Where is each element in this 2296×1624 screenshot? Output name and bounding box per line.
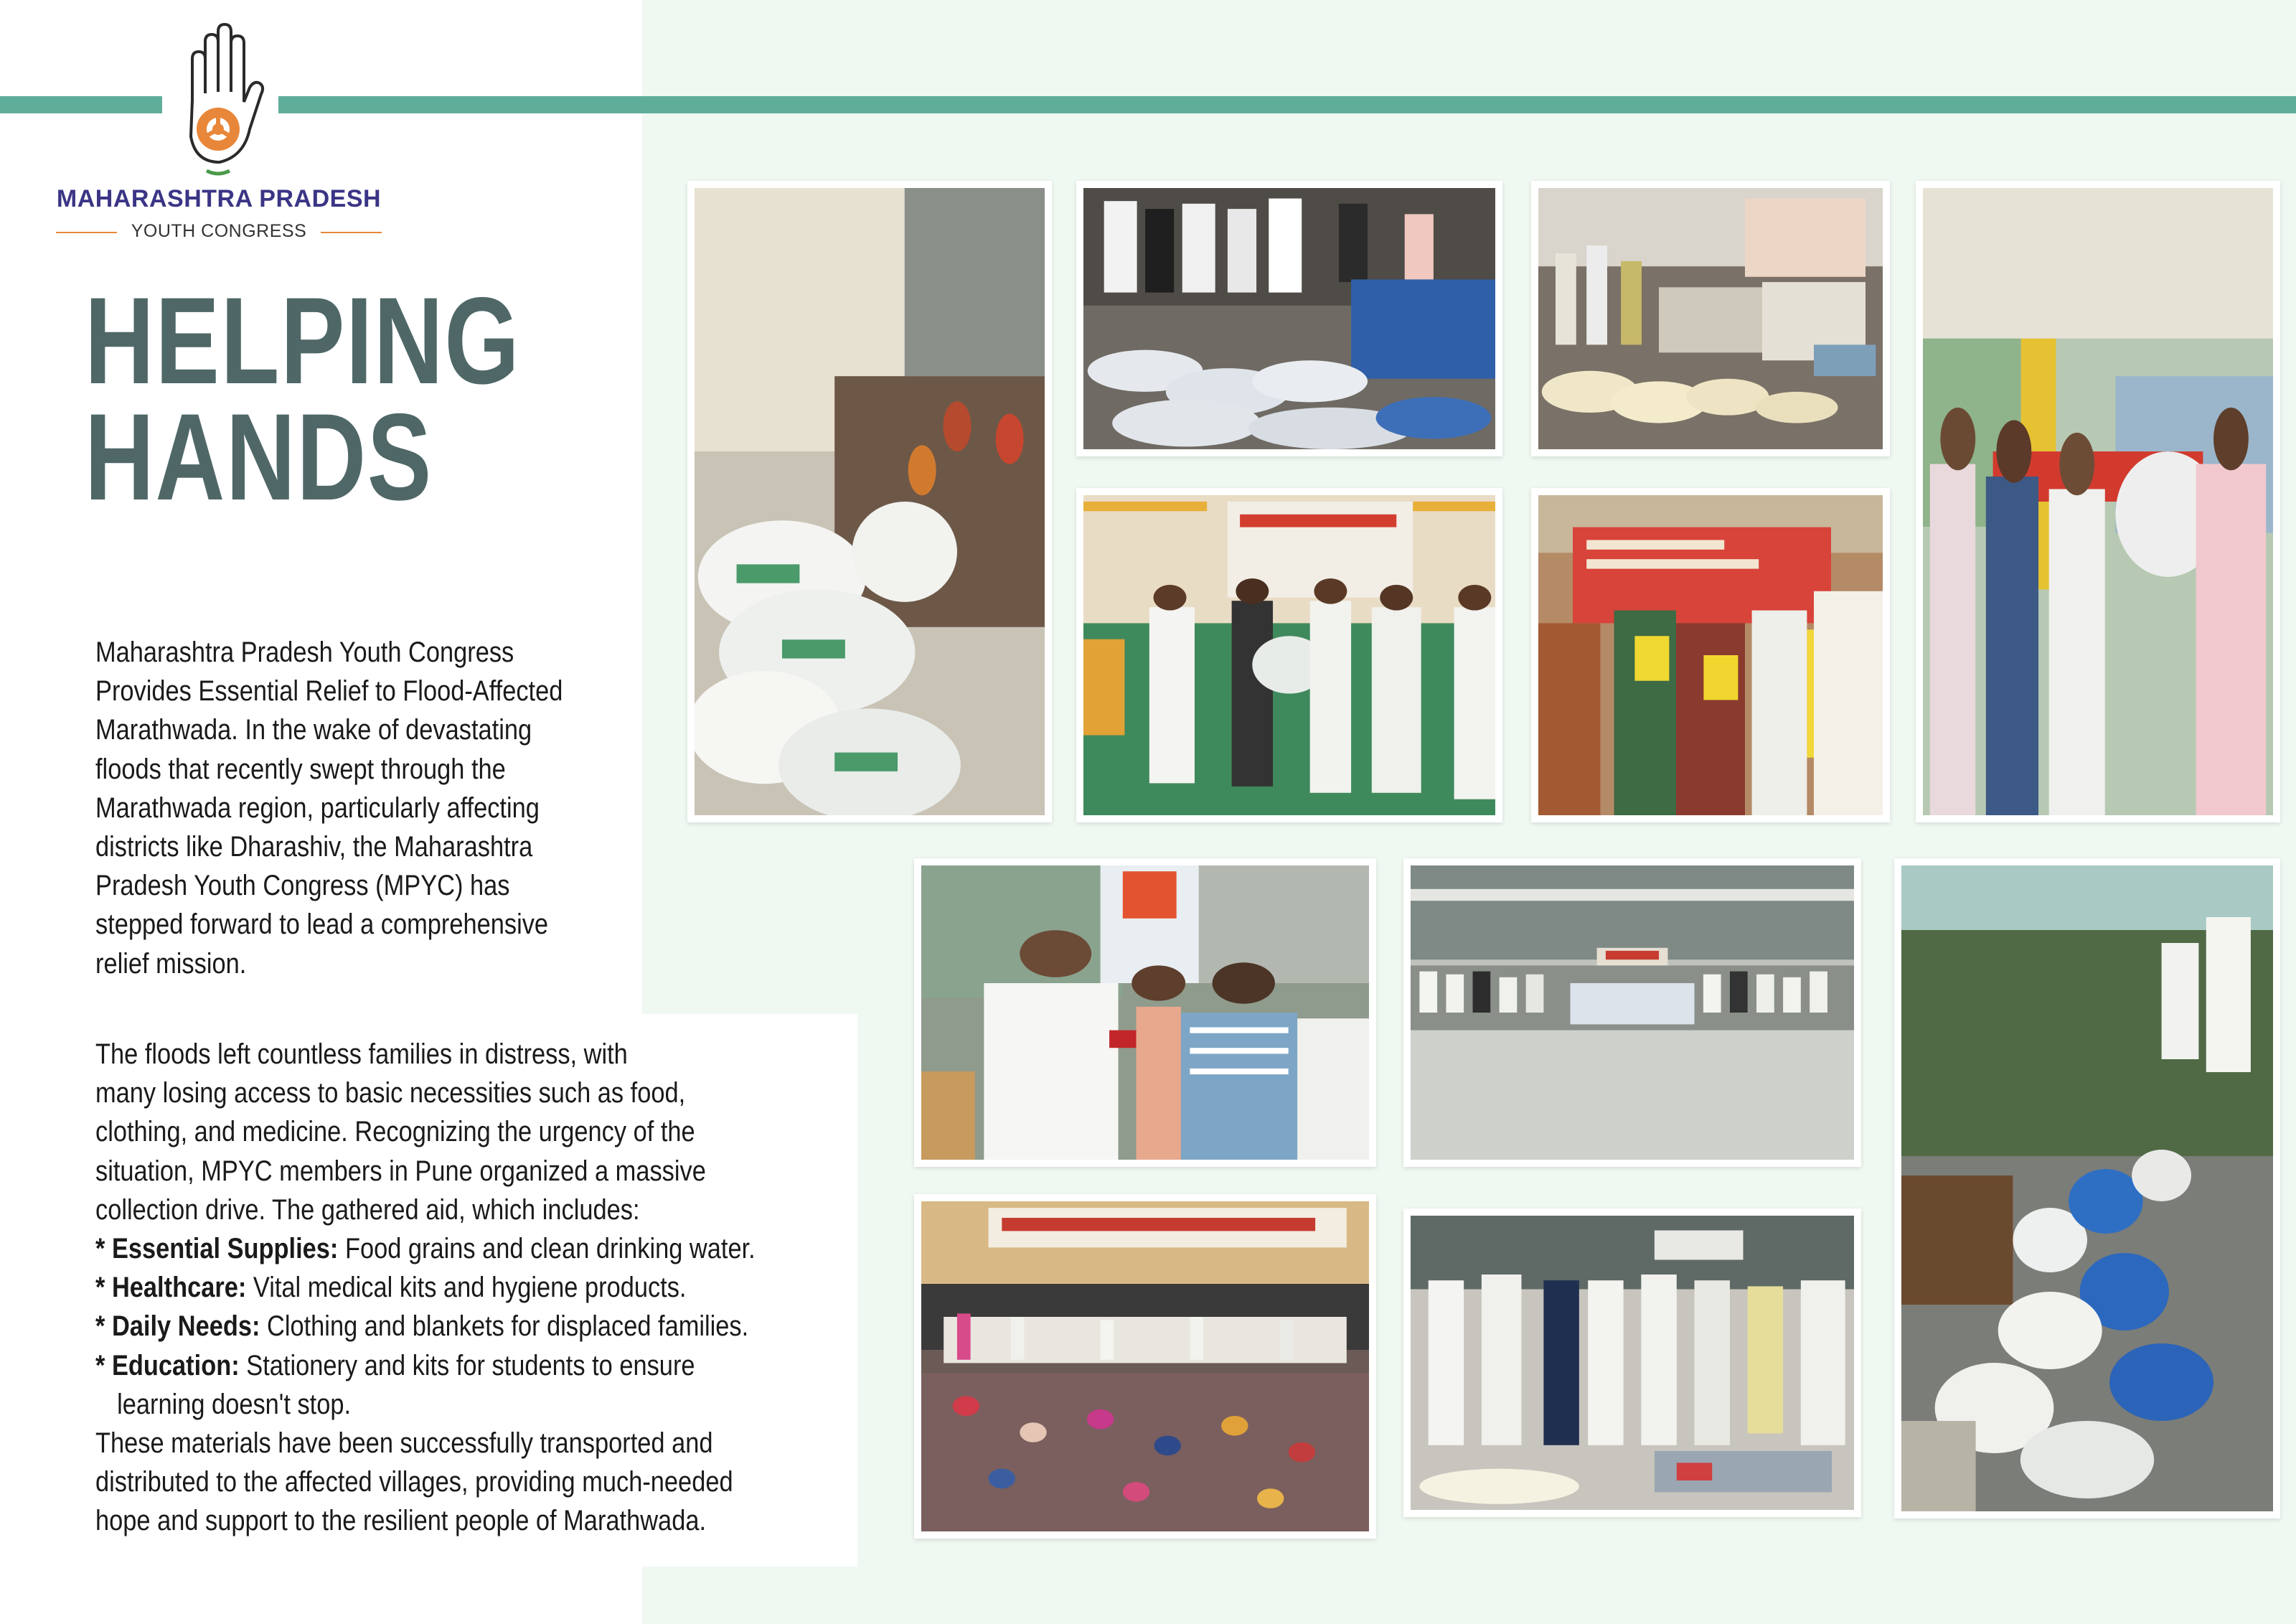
details-line: The floods left countless families in distress, with	[95, 1038, 628, 1070]
photo-relief-kits-crowd	[1076, 181, 1502, 456]
intro-paragraph	[95, 633, 570, 983]
photo-roadside-distribution	[1894, 858, 2280, 1519]
photo-banner-handover	[1076, 488, 1502, 822]
intro-line: relief mission.	[95, 947, 247, 980]
intro-line: Maharashtra Pradesh Youth Congress	[95, 637, 514, 668]
aid-bullet	[95, 1346, 759, 1385]
aid-bullet	[95, 1307, 759, 1346]
title-line-2: HANDS	[85, 388, 433, 526]
details-line: many losing access to basic necessities such as food,	[95, 1077, 686, 1109]
photo-grain-sacks	[687, 181, 1052, 822]
bullet-label: Essential Supplies:	[111, 1233, 339, 1265]
bullet-continuation: learning doesn't stop.	[117, 1388, 352, 1420]
photo-supplies-stall	[1531, 181, 1890, 456]
photo-handing-sack-outdoor	[1916, 181, 2280, 822]
congress-hand-logo	[165, 22, 273, 179]
bullet-star: *	[95, 1310, 112, 1343]
intro-line: floods that recently swept through the	[95, 753, 506, 785]
intro-line: Marathwada region, particularly affecting	[95, 792, 540, 824]
bullet-label: Education:	[111, 1349, 240, 1381]
bullet-star: *	[95, 1272, 112, 1304]
intro-line: Provides Essential Relief to Flood-Affected	[95, 675, 563, 708]
details-line: collection drive. The gathered aid, which includes:	[95, 1193, 640, 1226]
photo-media-interview	[914, 858, 1376, 1167]
bullet-label: Healthcare:	[111, 1272, 247, 1304]
photo-women-receiving-bags	[1531, 488, 1890, 822]
aid-bullet	[95, 1268, 759, 1307]
intro-line: Pradesh Youth Congress (MPYC) has	[95, 870, 510, 902]
title-line-1: HELPING	[85, 272, 521, 410]
org-subtitle: YOUTH CONGRESS	[131, 221, 307, 241]
bullet-label: Daily Needs:	[111, 1310, 260, 1343]
page-title	[85, 272, 521, 526]
bullet-star: *	[95, 1233, 112, 1265]
bullet-star: *	[95, 1349, 112, 1381]
bullet-text: Food grains and clean drinking water.	[338, 1233, 756, 1265]
closing-line: distributed to the affected villages, providing much-needed	[95, 1466, 733, 1498]
bullet-text: Stationery and kits for students to ensure	[239, 1349, 695, 1381]
header-rule-left	[0, 96, 162, 113]
intro-line: districts like Dharashiv, the Maharashtra	[95, 831, 533, 863]
intro-line: stepped forward to lead a comprehensive	[95, 909, 549, 941]
bullet-text: Vital medical kits and hygiene products.	[246, 1272, 687, 1304]
intro-line: Marathwada. In the wake of devastating	[95, 714, 532, 746]
photo-team-with-supplies	[1403, 1208, 1861, 1517]
details-paragraph	[95, 1035, 759, 1541]
photo-hall-distribution	[1403, 858, 1861, 1167]
details-line: clothing, and medicine. Recognizing the urgency of the	[95, 1116, 695, 1148]
bullet-text: Clothing and blankets for displaced families.	[260, 1310, 749, 1343]
header-rule-right	[278, 96, 2296, 113]
closing-line: hope and support to the resilient people of Marathwada.	[95, 1505, 707, 1537]
photo-college-gathering	[914, 1194, 1376, 1539]
org-subtitle-block	[56, 221, 382, 243]
org-name: MAHARASHTRA PRADESH	[56, 185, 382, 212]
divider-line	[321, 232, 382, 233]
aid-bullet	[95, 1229, 759, 1268]
details-line: situation, MPYC members in Pune organized a massive	[95, 1155, 706, 1187]
closing-line: These materials have been successfully transported and	[95, 1427, 713, 1460]
